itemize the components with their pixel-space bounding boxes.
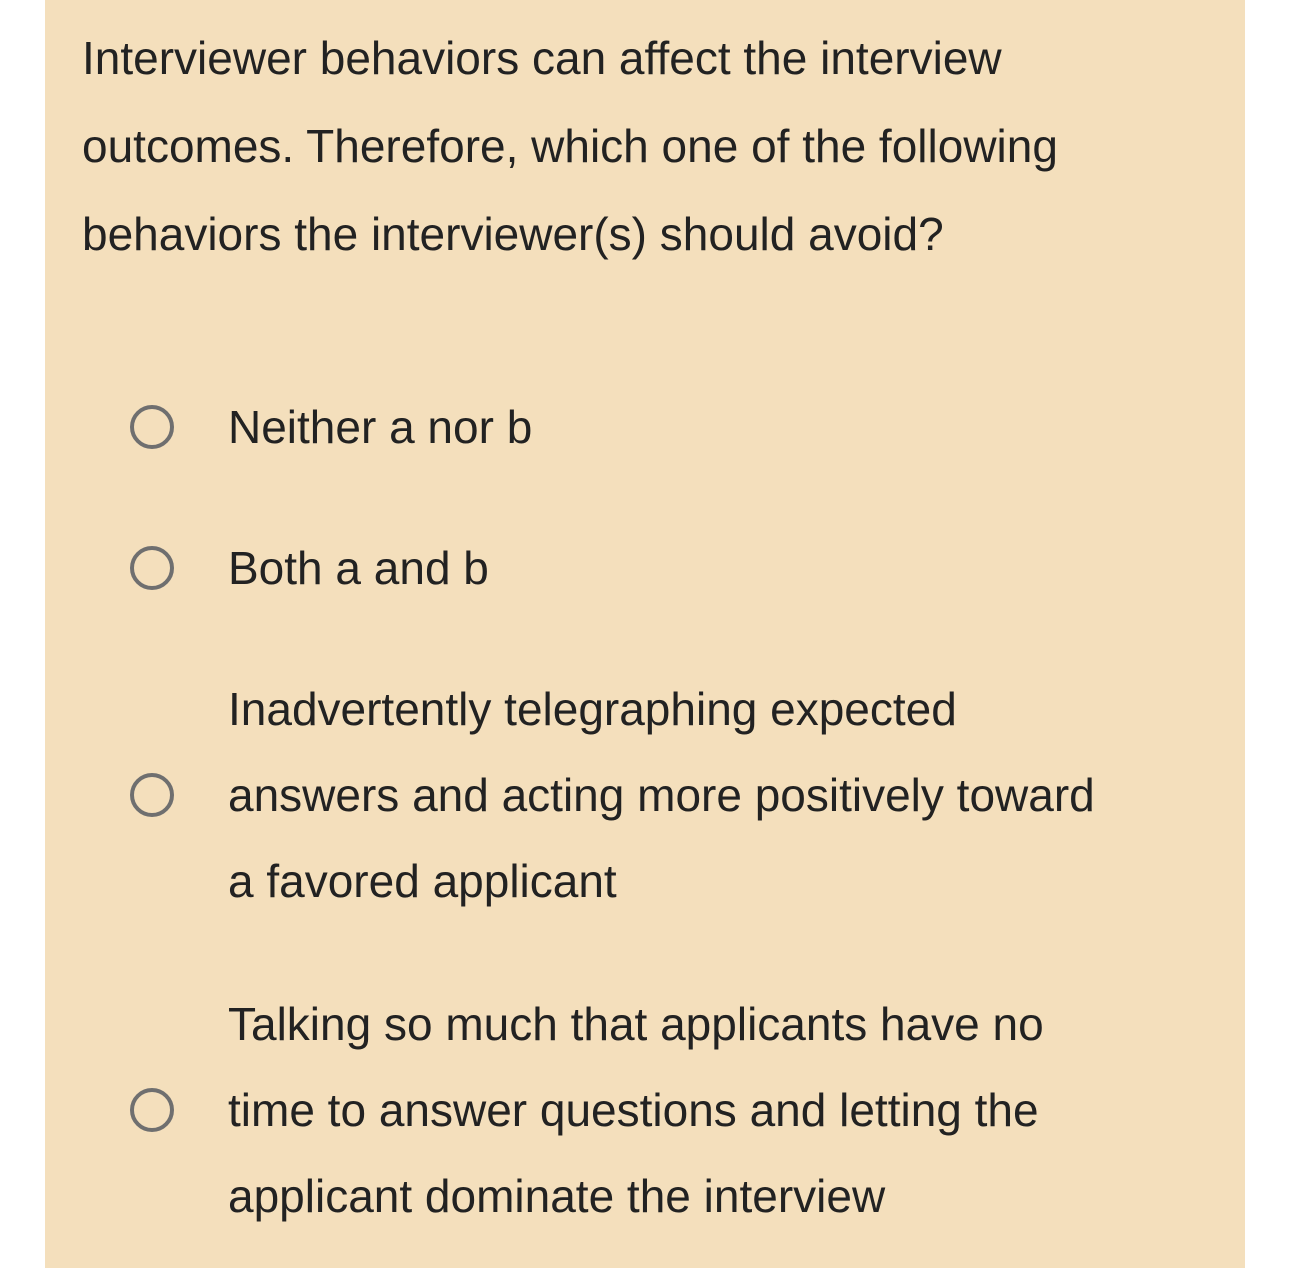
radio-button[interactable] (130, 773, 174, 817)
radio-button[interactable] (130, 405, 174, 449)
option-label: Neither a nor b (228, 401, 533, 453)
option-telegraphing[interactable] (130, 666, 1130, 924)
option-label: Inadvertently telegraphing expected answers and acting more positively toward a favored applicant (228, 683, 1095, 907)
option-neither[interactable] (130, 384, 1130, 470)
radio-button[interactable] (130, 546, 174, 590)
option-talking[interactable] (130, 981, 1130, 1239)
option-label: Talking so much that applicants have no time to answer questions and letting the applicant dominate the interview (228, 998, 1044, 1222)
radio-button[interactable] (130, 1088, 174, 1132)
option-label: Both a and b (228, 542, 489, 594)
option-both[interactable] (130, 525, 1130, 611)
question-text: Interviewer behaviors can affect the interview outcomes. Therefore, which one of the following behaviors the interviewer(s) should avoid? (82, 32, 1058, 260)
